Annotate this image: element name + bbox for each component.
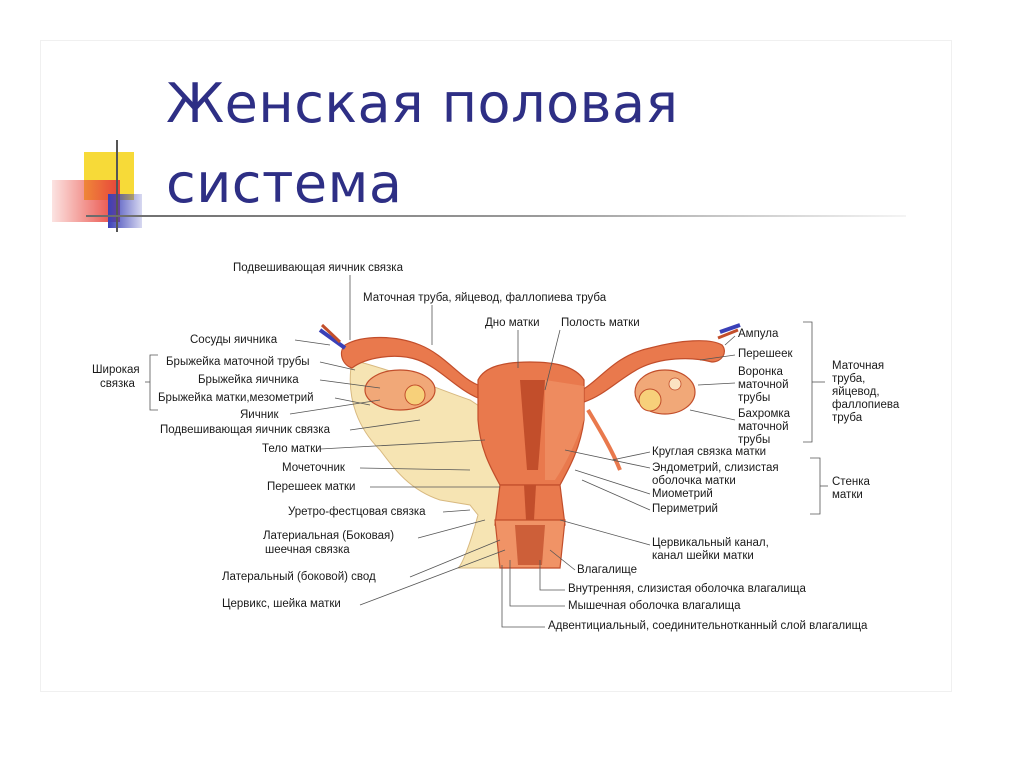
label-isthmus: Перешеек bbox=[738, 348, 793, 360]
label-broad-ligament-1: Широкая bbox=[92, 364, 140, 376]
label-broad-ligament-2: связка bbox=[100, 378, 135, 390]
left-ovary bbox=[365, 370, 435, 410]
page-title-line-1: Женская половая bbox=[166, 72, 679, 135]
label-fimbriae-1: Бахромка bbox=[738, 408, 791, 420]
label-cervix: Цервикс, шейка матки bbox=[222, 598, 341, 610]
left-ovarian-vessels bbox=[320, 330, 345, 348]
label-suspensory-ligament: Подвешивающая яичник связка bbox=[160, 424, 330, 436]
label-cervical-canal-1: Цервикальный канал, bbox=[652, 537, 769, 549]
label-lateral-cervical-2: шеечная связка bbox=[265, 544, 350, 556]
label-endometrium-1: Эндометрий, слизистая bbox=[652, 462, 779, 474]
label-ureter: Мочеточник bbox=[282, 462, 345, 474]
label-tube-group-3: яйцевод, bbox=[832, 386, 880, 398]
label-infundibulum-3: трубы bbox=[738, 392, 771, 404]
label-suspensory-ligament-top: Подвешивающая яичник связка bbox=[233, 262, 403, 274]
label-wall-group-1: Стенка bbox=[832, 476, 870, 488]
label-tube-group-2: труба, bbox=[832, 373, 866, 385]
label-tube-group-5: труба bbox=[832, 412, 863, 424]
label-perimetrium: Периметрий bbox=[652, 503, 718, 515]
label-vagina: Влагалище bbox=[577, 564, 637, 576]
label-fimbriae-3: трубы bbox=[738, 434, 771, 446]
label-tube-group-4: фаллопиева bbox=[832, 399, 900, 411]
label-infundibulum-2: маточной bbox=[738, 379, 789, 391]
label-endometrium-2: оболочка матки bbox=[652, 475, 736, 487]
label-vagina-mucosa: Внутренняя, слизистая оболочка влагалища bbox=[568, 583, 806, 595]
label-vagina-adventitia: Адвентициальный, соединительнотканный слой влагалища bbox=[548, 620, 868, 632]
label-fundus: Дно матки bbox=[485, 317, 540, 329]
label-wall-group-2: матки bbox=[832, 489, 863, 501]
label-fimbriae-2: маточной bbox=[738, 421, 789, 433]
label-lateral-fornix: Латеральный (боковой) свод bbox=[222, 571, 376, 583]
page-title-line-2: система bbox=[166, 152, 403, 215]
label-tube-group-1: Маточная bbox=[832, 360, 885, 372]
label-vagina-muscle: Мышечная оболочка влагалища bbox=[568, 600, 741, 612]
label-uterine-isthmus: Перешеек матки bbox=[267, 481, 356, 493]
label-uterus-body: Тело матки bbox=[262, 443, 322, 455]
label-infundibulum-1: Воронка bbox=[738, 366, 783, 378]
label-ovarian-vessels: Сосуды яичника bbox=[190, 334, 278, 346]
label-mesometrium: Брыжейка матки,мезометрий bbox=[158, 392, 314, 404]
label-uterine-cavity: Полость матки bbox=[561, 317, 640, 329]
label-mesosalpinx: Брыжейка маточной трубы bbox=[166, 356, 310, 368]
label-uterosacral-ligament: Уретро-фестцовая связка bbox=[288, 506, 426, 518]
label-mesovarium: Брыжейка яичника bbox=[198, 374, 299, 386]
label-myometrium: Миометрий bbox=[652, 488, 713, 500]
label-uterine-tube-top: Маточная труба, яйцевод, фаллопиева труба bbox=[363, 292, 607, 304]
label-cervical-canal-2: канал шейки матки bbox=[652, 550, 754, 562]
label-lateral-cervical-1: Латериальная (Боковая) bbox=[263, 530, 395, 542]
label-ovary: Яичник bbox=[240, 409, 279, 421]
label-ampulla: Ампула bbox=[738, 328, 779, 340]
label-round-ligament: Круглая связка матки bbox=[652, 446, 767, 458]
